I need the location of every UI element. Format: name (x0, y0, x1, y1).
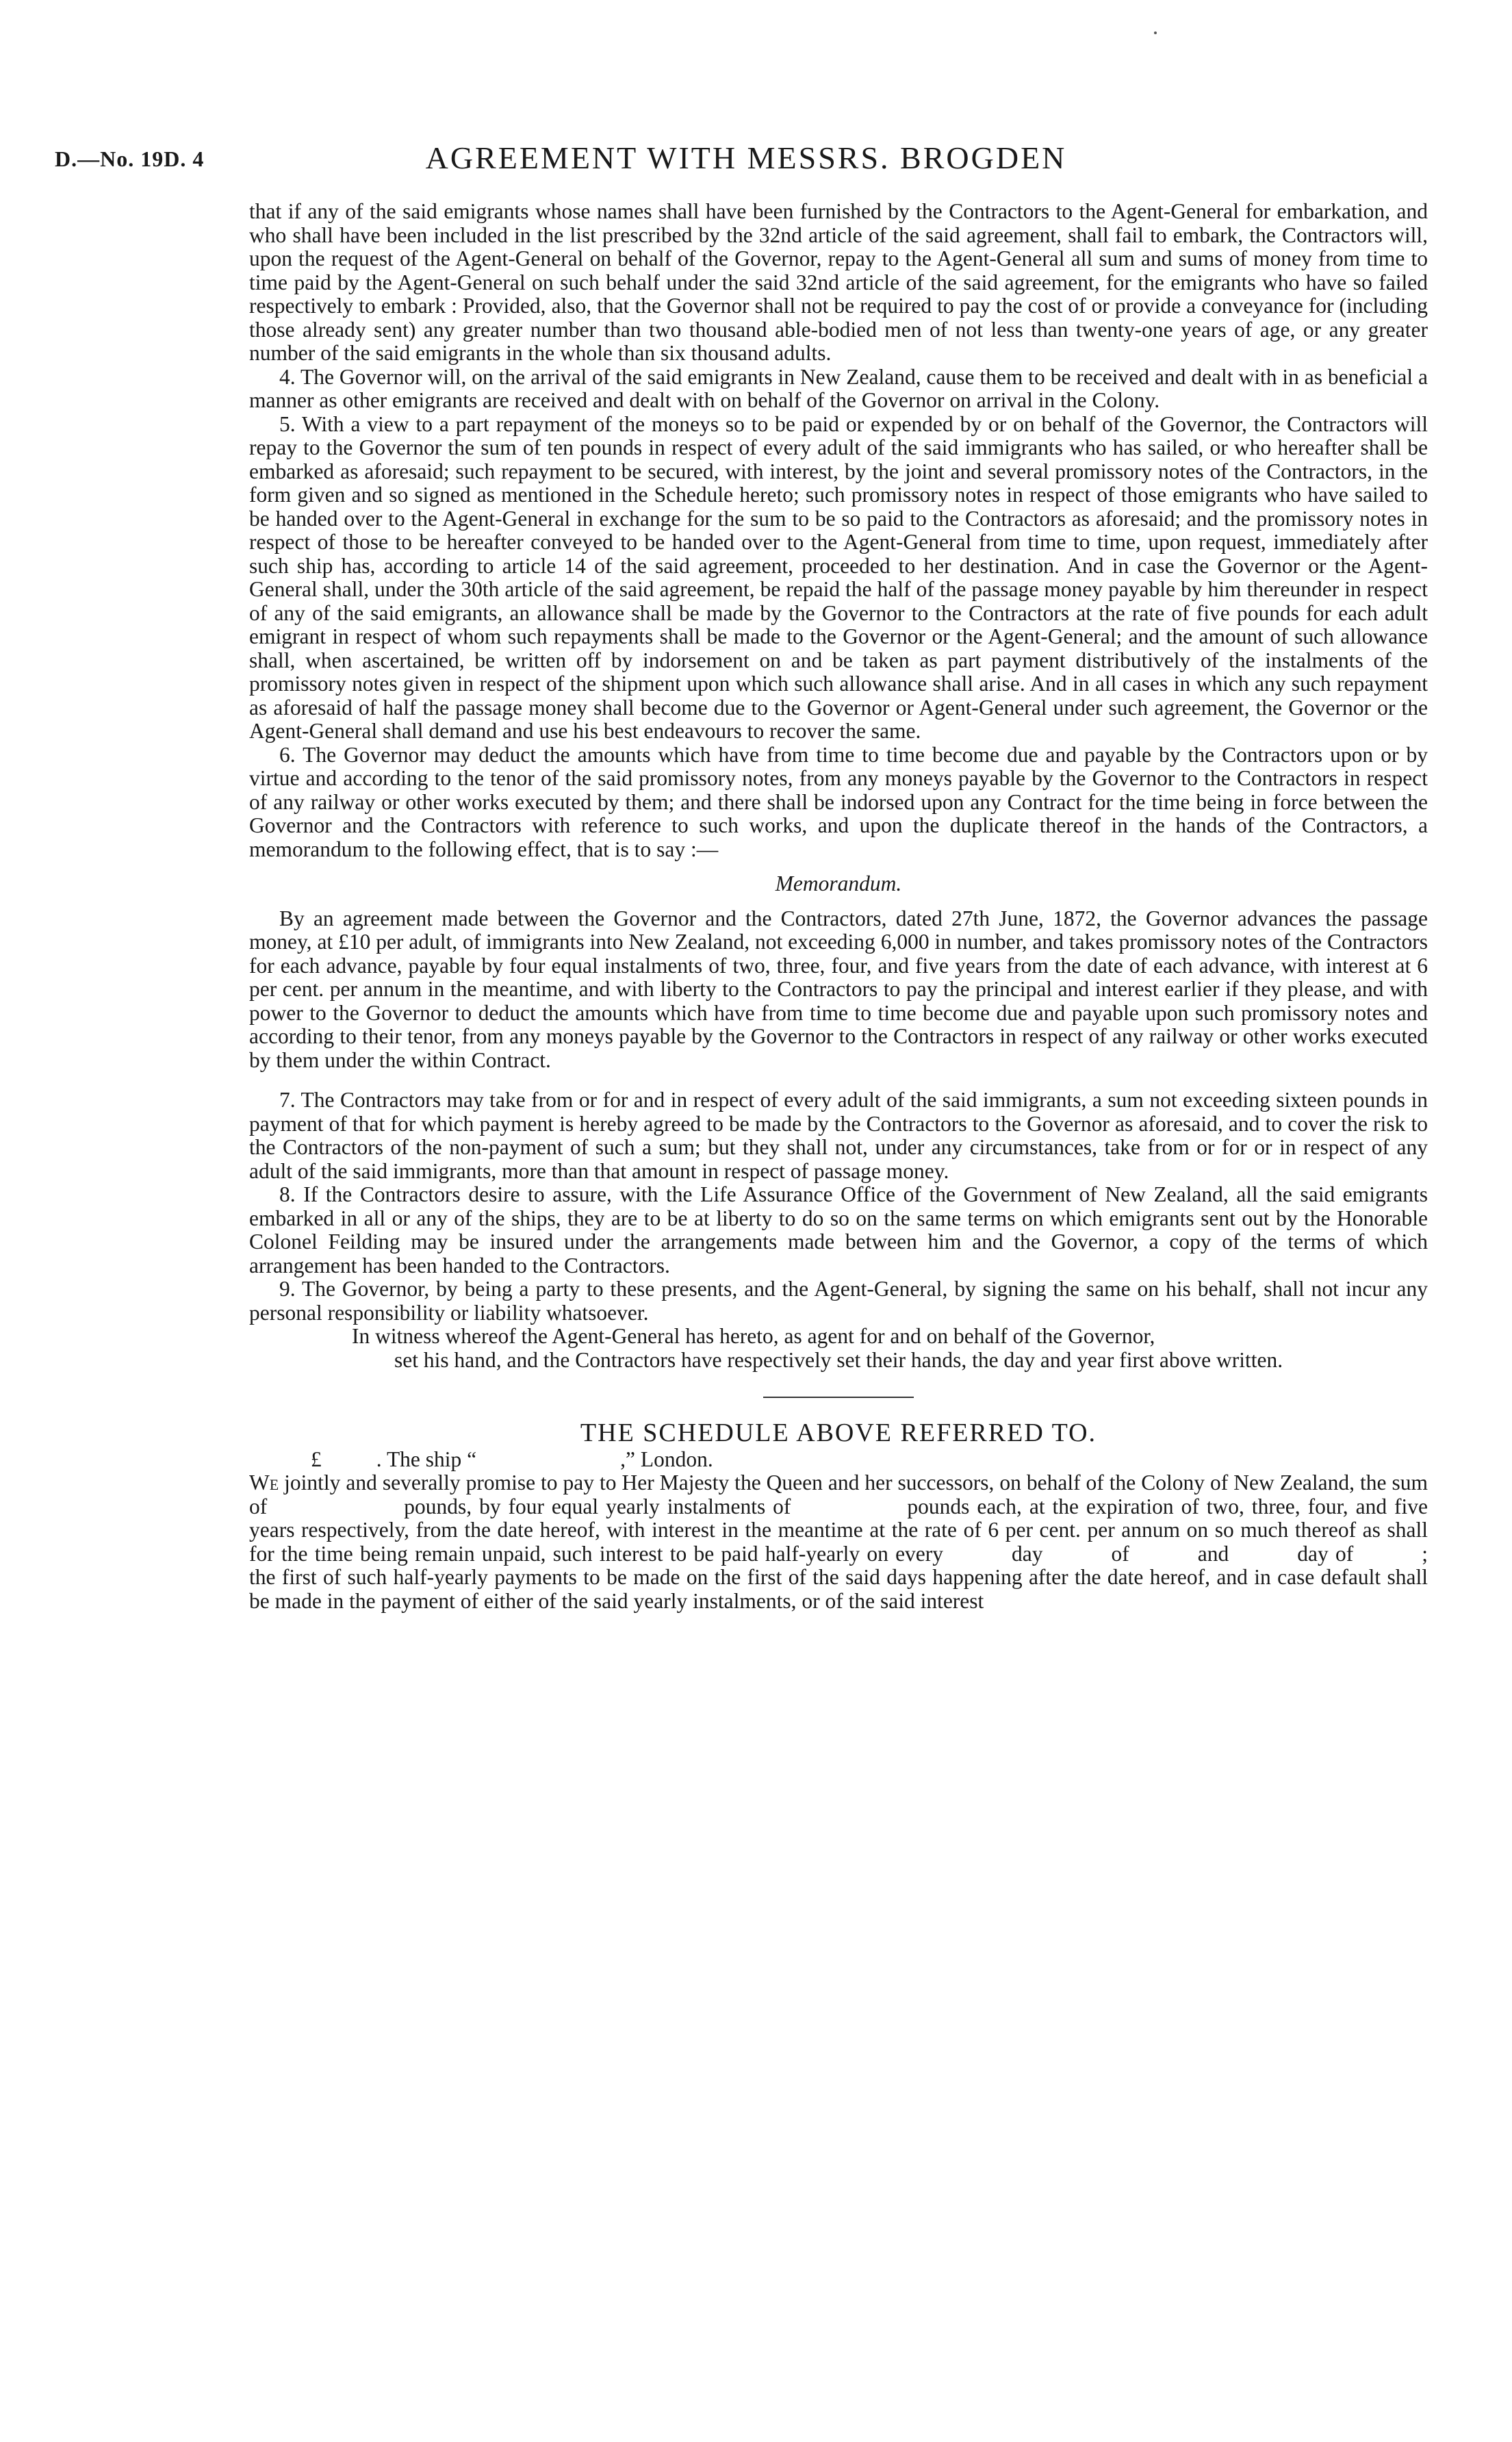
clause-9: 9. The Governor, by being a party to these presents, and the Agent-General, by signing the same on his behalf, shall not incur any personal responsibility or liability whatsoever. (249, 1277, 1428, 1325)
witness-continuation: set his hand, and the Contractors have respectively set their hands, the day and year first above written. (394, 1347, 1283, 1372)
note-text-and: and (1197, 1541, 1229, 1566)
note-text-part-1: jointly and severally promise to pay to Her Majesty the Queen and her successors, on behalf of the Colony of New Zealand, the sum of (249, 1471, 1428, 1518)
page-speck (1154, 31, 1157, 34)
section-divider (763, 1397, 914, 1398)
page-header (55, 140, 1437, 181)
note-text-day-of: day of (1297, 1541, 1354, 1566)
witness-clause (352, 1325, 1428, 1372)
ship-label: The ship “ (386, 1447, 477, 1471)
clause-8: 8. If the Contractors desire to assure, with the Life Assurance Office of the Government of New Zealand, all the said emigrants embarked in all or any of the ships, they are to be at liberty to do so on the same terms on which emigrants sent out by the Honorable Colonel Feilding may be insured under the arrangements made between him and the Governor, a copy of the terms of which arrangement has been handed to the Contractors. (249, 1182, 1428, 1277)
clause-6: 6. The Governor may deduct the amounts which have from time to time become due and payable by the Contractors upon or by virtue and according to the tenor of the said promissory notes, from any moneys payable by the Governor to the Contractors in respect of any railway or other works executed by them; and there shall be indorsed upon any Contract for the time being in force between the Governor and the Contractors with reference to such works, and upon the duplicate thereof in the hands of the Contractors, a memorandum to the following effect, that is to say :— (249, 742, 1428, 861)
clause-7: 7. The Contractors may take from or for and in respect of every adult of the said immigrants, a sum not exceeding sixteen pounds in payment of that for which payment is hereby agreed to be made by the Contractors to the Governor as aforesaid, and to cover the risk to the Contractors of the non-payment of such a sum; but they shall not, under any circumstances, take from or for or in respect of any adult of the said immigrants, more than that amount in respect of passage money. (249, 1088, 1428, 1183)
ship-port: ,” London. (620, 1447, 713, 1471)
document-body (249, 200, 1428, 1613)
schedule-ship-line (249, 1448, 1428, 1472)
schedule-heading: THE SCHEDULE ABOVE REFERRED TO. (580, 1419, 1097, 1447)
note-opening-word: We (249, 1471, 279, 1495)
amount-dot: . (376, 1447, 382, 1471)
note-text-of: of (1111, 1541, 1129, 1566)
note-text-part-4: ; the first of such half-yearly payments to be made on the first of the said days happening after the date hereof, and in case default shall be made in the payment of either of the said yearly instalments, or of the said interest (249, 1541, 1428, 1613)
paragraph-continued: that if any of the said emigrants whose names shall have been furnished by the Contractors to the Agent-General for embarkation, and who shall have been included in the list prescribed by the 32nd article of the said agreement, shall fail to embark, the Contractors will, upon the request of the Agent-General on behalf of the Governor, repay to the Agent-General all sum and sums of money from time to time paid by the Agent-General on such behalf under the said 32nd article of the said agreement, for the emigrants who have so failed respectively to embark : Provided, also, that the Governor shall not be required to pay the cost of or provide a conveyance for (including those already sent) any greater number than two thousand able-bodied men of not less than twenty-one years of age, or any greater number of the said emigrants in the whole than six thousand adults. (249, 199, 1428, 365)
note-text-day: day (1012, 1541, 1043, 1566)
witness-first-line: In witness whereof the Agent-General has hereto, as agent for and on behalf of the Governor, (352, 1324, 1155, 1348)
page-title: AGREEMENT WITH MESSRS. BROGDEN (425, 140, 1067, 175)
clause-4: 4. The Governor will, on the arrival of the said emigrants in New Zealand, cause them to be received and dealt with in as beneficial a manner as other emigrants are received and dealt with on behalf of the Governor on arrival in the Colony. (249, 364, 1428, 412)
pound-sign: £ (311, 1447, 322, 1471)
promissory-note-text (249, 1471, 1428, 1613)
note-text-part-2: pounds, by four equal yearly instalments of (404, 1494, 791, 1518)
note-text-part-3: pounds each, at the expiration of two, three, four, and five years respectively, from the date hereof, with interest in the meantime at the rate of 6 per cent. per annum on so much thereof as shall for the time being remain unpaid, such interest to be paid half-yearly on every (249, 1494, 1428, 1566)
document-reference: D.—No. 19D. 4 (55, 147, 205, 171)
clause-5: 5. With a view to a part repayment of the moneys so to be paid or expended by or on behalf of the Governor, the Contractors will repay to the Governor the sum of ten pounds in respect of every adult of the said immigrants who has sailed, or who hereafter shall be embarked as aforesaid; such repayment to be secured, with interest, by the joint and several promissory notes of the Contractors, in the form given and so signed as mentioned in the Schedule hereto; such promissory notes in respect of those emigrants who have sailed to be handed over to the Agent-General in exchange for the sum to be so paid to the Contractors as aforesaid; and the promissory notes in respect of those to be hereafter conveyed to be handed over to the Agent-General from time to time, upon request, immediately after such ship has, according to article 14 of the said agreement, proceeded to her destination. And in case the Governor or the Agent-General shall, under the 30th article of the said agreement, be repaid the half of the passage money payable by him thereunder in respect of any of the said emigrants, an allowance shall be made by the Governor to the Contractors at the rate of five pounds for each adult emigrant in respect of whom such repayments shall be made to the Governor or the Agent-General; and the amount of such allowance shall, when ascertained, be written off by indorsement on and be taken as part payment distributively of the instalments of the promissory notes given in respect of the shipment upon which such allowance shall arise. And in all cases in which any such repayment as aforesaid of half the passage money shall become due to the Governor or Agent-General under such agreement, the Governor or the Agent-General shall demand and use his best endeavours to recover the same. (249, 411, 1428, 743)
memorandum-text: By an agreement made between the Governor and the Contractors, dated 27th June, 1872, the Governor advances the passage money, at £10 per adult, of immigrants into New Zealand, not exceeding 6,000 in number, and takes promissory notes of the Contractors for each advance, payable by four equal instalments of two, three, four, and five years from the date of each advance, with interest at 6 per cent. per annum in the meantime, and with liberty to the Contractors to pay the principal and interest earlier if they please, and with power to the Governor to deduct the amounts which have from time to time become due and payable upon such promissory notes and according to their tenor, from any moneys payable by the Governor to the Contractors in respect of any railway or other works executed by them under the within Contract. (249, 906, 1428, 1072)
memorandum-heading: Memorandum. (775, 872, 902, 895)
